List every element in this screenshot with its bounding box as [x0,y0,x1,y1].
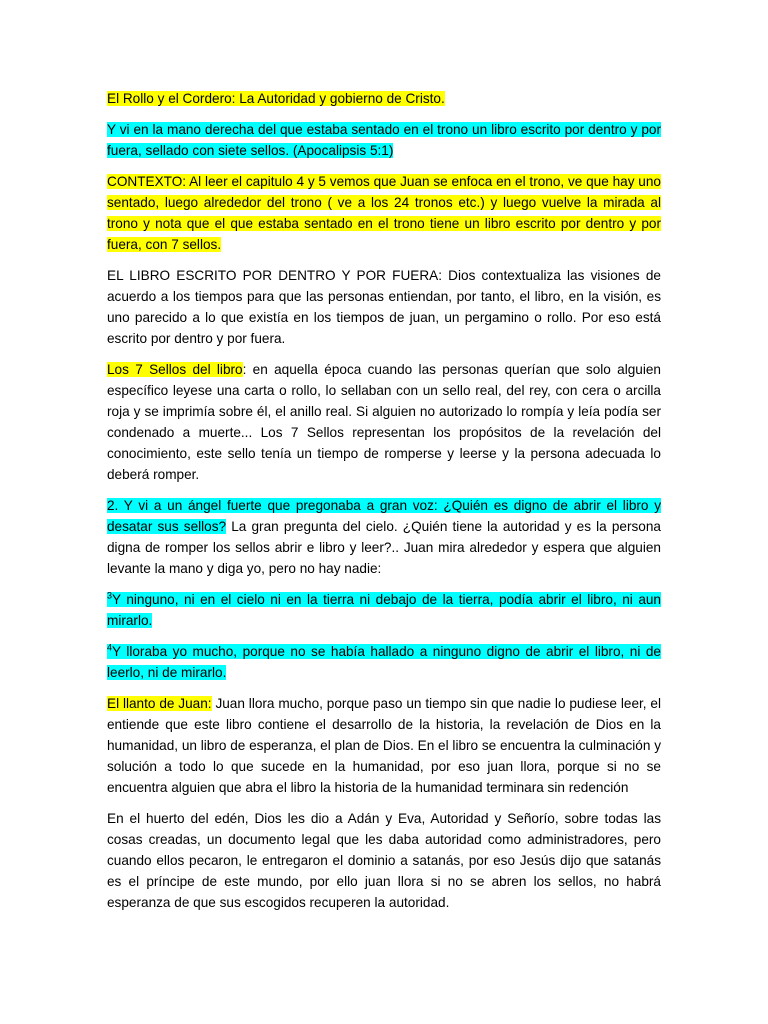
verse-3-number: 3 [107,590,113,601]
verse-4-paragraph [107,641,661,683]
verse-3-highlight [107,592,661,628]
verse-2-text: La gran pregunta del cielo. ¿Quién tiene la autoridad y es la persona digna de romper los sellos abrir e libro y leer?.. Juan mira alrededor y espera que alguien levante la mano y diga yo, pero no hay nadie: [107,519,661,576]
sellos-text: : en aquella época cuando las personas querían que solo alguien específico leyese una carta o rollo, lo sellaban con un sello real, del rey, con cera o arcilla roja y se imprimía sobre él, el anillo real. Si alguien no autorizado lo rompía y leía podía ser condenado a muerte... Los 7 Sellos representan los propósitos de la revelación del conocimiento, este sello tenía un tiempo de romperse y leerse y la persona adecuada lo deberá romper. [107,362,661,482]
contexto-text: CONTEXTO: Al leer el capitulo 4 y 5 vemos que Juan se enfoca en el trono, ve que hay uno sentado, luego alrededor del trono ( ve a los 24 tronos etc.) y luego vuelve la mirada al trono y nota que el que estaba sentado en el trono tiene un libro escrito por dentro y por fuera, con 7 sellos. [107,174,661,252]
verse-3-paragraph [107,589,661,631]
eden-paragraph [107,808,661,913]
document-title: El Rollo y el Cordero: La Autoridad y gobierno de Cristo. [107,91,445,106]
verse-1-text: Y vi en la mano derecha del que estaba sentado en el trono un libro escrito por dentro y por fuera, sellado con siete sellos. (Apocalipsis 5:1) [107,122,661,158]
verse-4-text: Y lloraba yo mucho, porque no se había hallado a ninguno digno de abrir el libro, ni de leerlo, ni de mirarlo. [107,644,661,680]
verse-4-number: 4 [107,642,113,653]
document-page [107,88,661,923]
llanto-label: El llanto de Juan: [107,696,212,711]
llanto-text: Juan llora mucho, porque paso un tiempo sin que nadie lo pudiese leer, el entiende que este libro contiene el desarrollo de la historia, la revelación de Dios en la humanidad, un libro de esperanza, el plan de Dios. En el libro se encuentra la culminación y solución a todo lo que sucede en la humanidad, por eso juan llora, porque si no se encuentra alguien que abra el libro la historia de la humanidad terminara sin redención [107,696,662,795]
verse-2-paragraph [107,495,661,579]
llanto-paragraph [107,693,661,798]
verse-4-highlight [107,644,661,680]
verse-3-text: Y ninguno, ni en el cielo ni en la tierra ni debajo de la tierra, podía abrir el libro, ni aun mirarlo. [107,592,661,628]
verse-2-highlight: 2. Y vi a un ángel fuerte que pregonaba a gran voz: ¿Quién es digno de abrir el libro y desatar sus sellos? [107,498,661,534]
title-paragraph [107,88,661,109]
verse-1-paragraph [107,119,661,161]
sellos-paragraph [107,359,661,485]
libro-escrito-paragraph [107,265,661,349]
sellos-label: Los 7 Sellos del libro [107,362,243,377]
eden-text: En el huerto del edén, Dios les dio a Adán y Eva, Autoridad y Señorío, sobre todas las cosas creadas, un documento legal que les daba autoridad como administradores, pero cuando ellos pecaron, le entregaron el dominio a satanás, por eso Jesús dijo que satanás es el príncipe de este mundo, por ello juan llora si no se abren los sellos, no habrá esperanza de que sus escogidos recuperen la autoridad. [107,811,661,910]
contexto-paragraph [107,171,661,255]
libro-escrito-text: EL LIBRO ESCRITO POR DENTRO Y POR FUERA: Dios contextualiza las visiones de acuerdo a los tiempos para que las personas entiendan, por tanto, el libro, en la visión, es uno parecido a lo que existía en los tiempos de juan, un pergamino o rollo. Por eso está escrito por dentro y por fuera. [107,268,661,346]
